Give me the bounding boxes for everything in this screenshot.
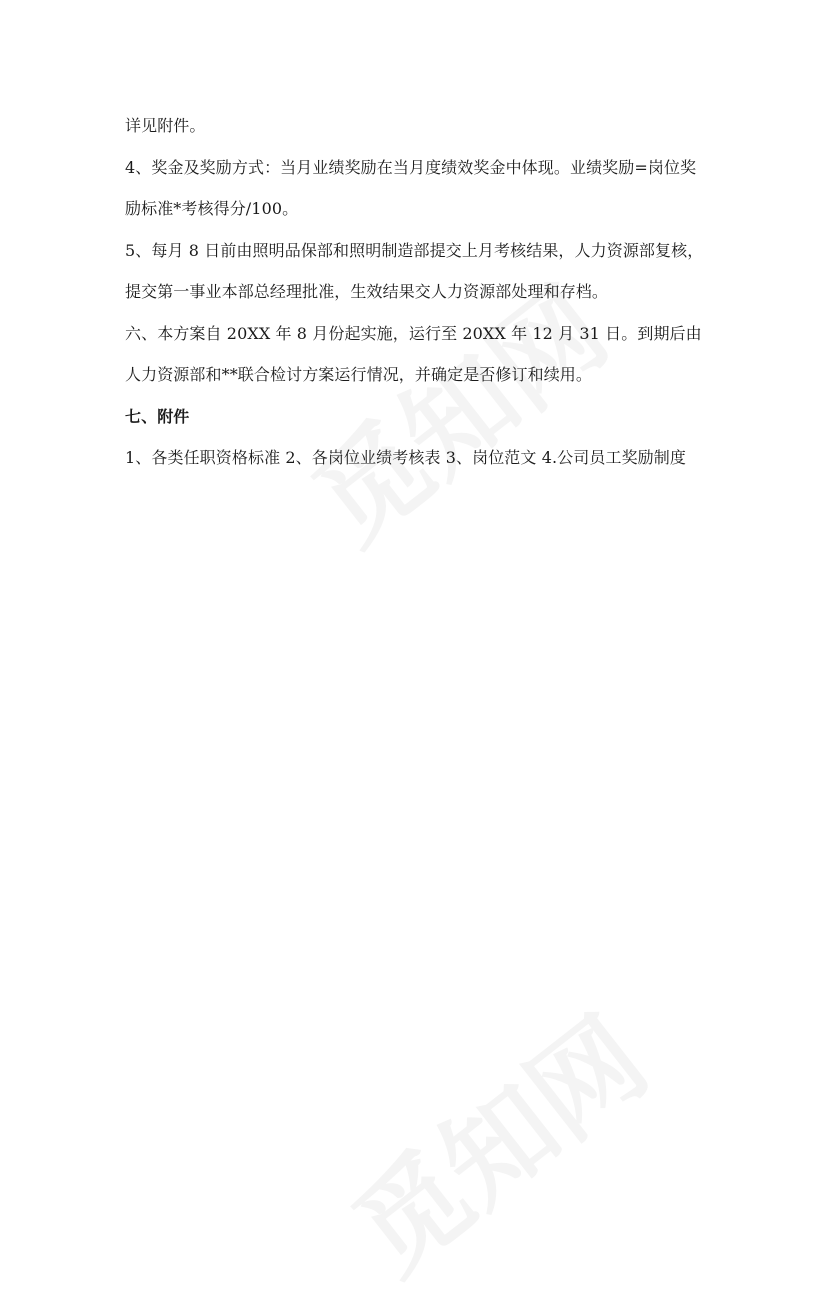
watermark [316, 975, 673, 1303]
paragraph-line: 提交第一事业本部总经理批准，生效结果交人力资源部处理和存档。 [125, 282, 609, 301]
paragraph-line: 人力资源部和**联合检讨方案运行情况，并确定是否修订和续用。 [125, 365, 593, 384]
document-body [125, 105, 711, 479]
paragraph-line: 4、奖金及奖励方式：当月业绩奖励在当月度绩效奖金中体现。业绩奖励=岗位奖 [125, 157, 697, 177]
paragraph-line: 六、本方案自 20XX 年 8 月份起实施，运行至 20XX 年 12 月 31 日。到期后由 [125, 323, 702, 343]
paragraph-line: 励标准*考核得分/100。 [125, 199, 299, 218]
attachments-list: 1、各类任职资格标准 2、各岗位业绩考核表 3、岗位范文 4.公司员工奖励制度 [125, 448, 686, 467]
section-heading: 七、附件 [125, 406, 190, 426]
paragraph-line: 详见附件。 [125, 116, 206, 135]
paragraph-line: 5、每月 8 日前由照明品保部和照明制造部提交上月考核结果，人力资源部复核， [125, 240, 704, 260]
